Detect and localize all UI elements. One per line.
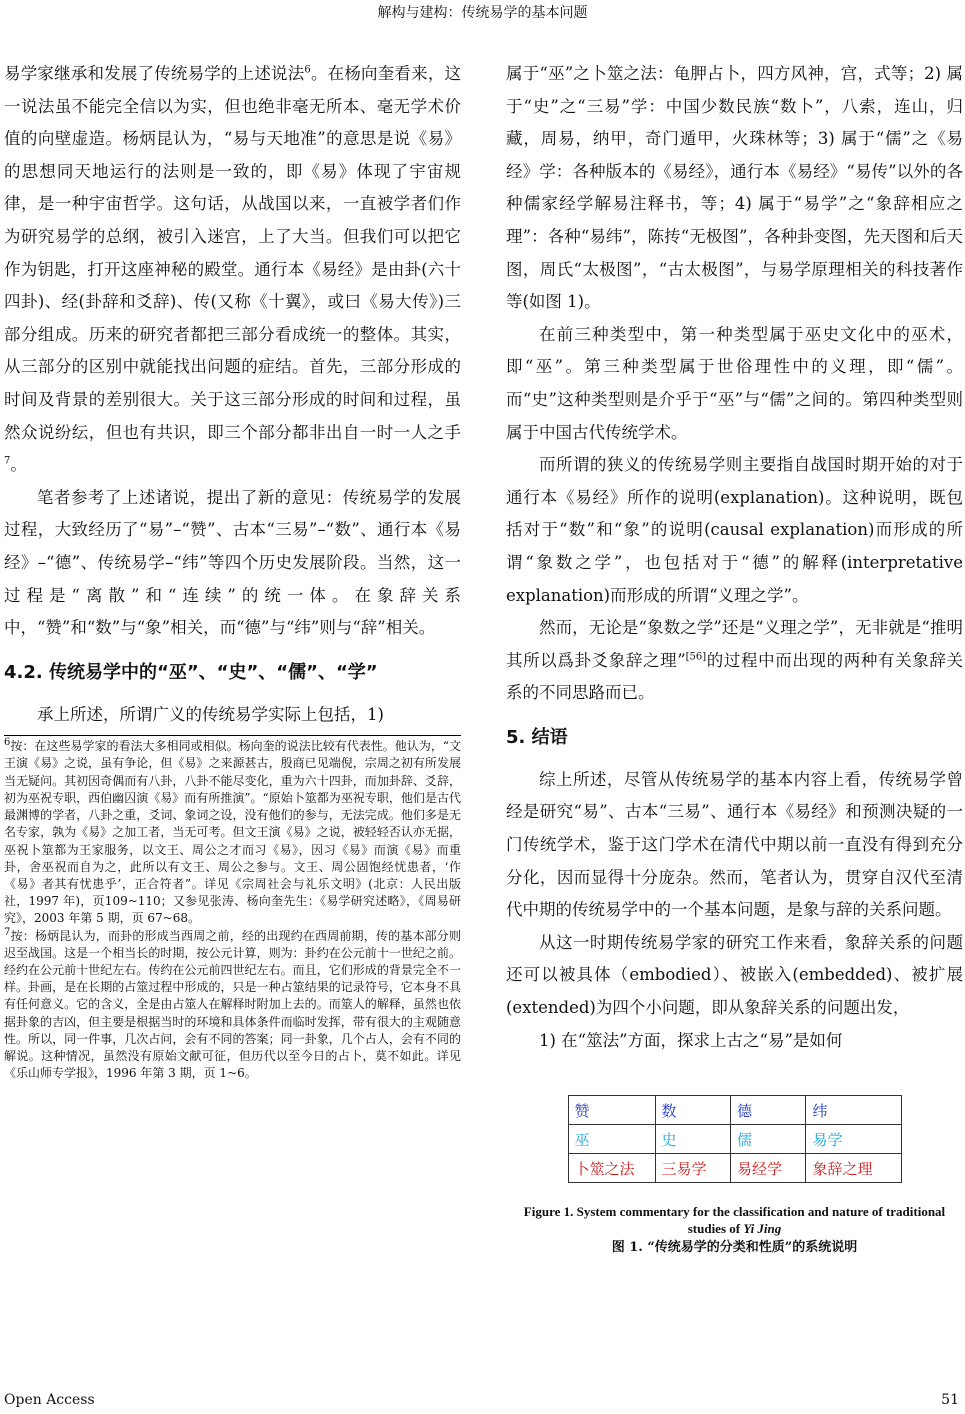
footer-publisher: Open Access bbox=[4, 1392, 95, 1408]
footnote-6: $^6$按：在这些易学家的看法大多相同或相似。杨向奎的说法比较有代表性。他认为，“文王演《易》之说，虽有争论，但《易》之来源甚古，殷商已见端倪，宗周之初有所发展当无疑问。其初因奇偶而有八卦，八卦不能尽变化，重为六十四卦，而加卦辞、爻辞，初为巫祝专职，西伯幽囚演《易》而有所推演”。“原始卜筮都为巫祝专职，他们是古代最渊博的学者，八卦之重，爻词、象词之设，没有他们的参与，无法完成。他们多是无名专家，孰为《易》之加工者，当无可考。但文王演《易》之说，被轻轻否认亦无据，巫祝卜筮都为王家服务，以文王、周公之才而习《易》，因习《易》而演《易》而重卦，舍巫祝而自为之，此所以有文王、周公之参与。文王、周公固饱经忧患者，‘作《易》者其有忧患乎’，正合符者”。详见《宗周社会与礼乐文明》(北京：人民出版社，1997 年)，页109~110；又参见张涛、杨向奎先生：《易学研究述略》，《周易研究》，2003 年第 5 期，页 67~68。 bbox=[4, 737, 461, 926]
table-cell: 数 bbox=[655, 1096, 730, 1125]
right-paragraph-2: 在前三种类型中，第一种类型属于巫史文化中的巫术，即“巫”。第三种类型属于世俗理性中的义理，即“儒”。而“史”这种类型则是介乎于“巫”与“儒”之间的。第四种类型则属于中国古代传统学术。 bbox=[506, 324, 963, 442]
table-cell: 易经学 bbox=[730, 1154, 805, 1183]
table-cell: 卜筮之法 bbox=[568, 1154, 655, 1183]
right-paragraph-3: 而所谓的狭义的传统易学则主要指自战国时期开始的对于通行本《易经》所作的说明(explanation)。这种说明，既包括对于“数”和“象”的说明(causal explanation)而形成的所谓“象数之学”，也包括对于“德”的解释(interpretative explanation)而形成的所谓“义理之学”。 bbox=[506, 455, 963, 605]
table-cell: 巫 bbox=[568, 1125, 655, 1154]
footnote-7: $^7$按：杨炳昆认为，而卦的形成当西周之前，经的出现约在西周前期，传的基本部分则迟至战国。这是一个相当长的时期，按公元计算，则为：卦约在公元前十一世纪之前。经约在公元前十世纪左右。传约在公元前四世纪左右。而且，它们形成的背景完全不一样。卦画，是在长期的占筮过程中形成的，只是一种占筮结果的记录符号，它本身不具有任何意义。它的含义，全是由占筮人在解释时附加上去的。而筮人的解释，虽然也依据卦象的吉凶，但主要是根据当时的环境和具体条件而临时发挥，带有很大的主观随意性。所以，同一件事，几次占问，会有不同的答案；同一卦象，几个占人，会有不同的解说。这种情况，虽然没有原始文献可征，但历代以至今日的占卜，莫不如此。详见《乐山师专学报》，1996 年第 3 期，页 1~6。 bbox=[4, 926, 461, 1081]
figure-1-table bbox=[568, 1095, 902, 1183]
table-cell: 三易学 bbox=[655, 1154, 730, 1183]
table-cell: 史 bbox=[655, 1125, 730, 1154]
right-paragraph-6: 从这一时期传统易学家的研究工作来看，象辞关系的问题还可以被具体（embodied）、被嵌入(embedded)、被扩展(extended)为四个小问题，即从象辞关系的问题出发， bbox=[506, 932, 963, 1018]
table-cell: 儒 bbox=[730, 1125, 805, 1154]
right-paragraph-7: 1) 在“筮法”方面，探求上古之“易”是如何 bbox=[539, 1030, 843, 1050]
table-cell: 赞 bbox=[568, 1096, 655, 1125]
right-paragraph-5: 综上所述，尽管从传统易学的基本内容上看，传统易学曾经是研究“易”、古本“三易”、通行本《易经》和预测决疑的一门传统学术，鉴于这门学术在清代中期以前一直没有得到充分分化，因而显得十分庞杂。然而，笔者认为，贯穿自汉代至清代中期的传统易学中的一个基本问题，是象与辞的关系问题。 bbox=[506, 769, 963, 920]
footnote-ref-6[interactable]: 6 bbox=[304, 64, 311, 76]
footnotes bbox=[4, 735, 461, 1082]
table-row bbox=[568, 1096, 901, 1125]
section-heading-5: 5. 结语 bbox=[506, 726, 568, 748]
section-heading-4-2: 4.2. 传统易学中的“巫”、“史”、“儒”、“学” bbox=[4, 661, 378, 683]
right-column bbox=[506, 58, 963, 1257]
left-paragraph-3: 承上所述，所谓广义的传统易学实际上包括，1) bbox=[37, 704, 384, 724]
left-paragraph-2: 笔者参考了上述诸说，提出了新的意见：传统易学的发展过程，大致经历了“易”–“赞”、古本“三易”–“数”、通行本《易经》–“德”、传统易学–“纬”等四个历史发展阶段。当然，这一过程是“离散”和“连续”的统一体。在象辞关系中，“赞”和“数”与“象”相关，而“德”与“纬”则与“辞”相关。 bbox=[4, 487, 461, 638]
running-head: 解构与建构：传统易学的基本问题 bbox=[377, 5, 588, 21]
figure-caption-zh: 图 1. “传统易学的分类和性质”的系统说明 bbox=[611, 1240, 858, 1256]
table-cell: 纬 bbox=[806, 1096, 901, 1125]
citation-ref-56[interactable]: [56] bbox=[685, 651, 707, 663]
right-paragraph-4: 然而，无论是“象数之学”还是“义理之学”，无非就是“推明其所以爲卦爻象辞之理”[56]的过程中而出现的两种有关象辞关系的不同思路而已。 bbox=[506, 618, 964, 703]
table-row bbox=[568, 1154, 901, 1183]
table-row bbox=[568, 1125, 901, 1154]
left-column bbox=[4, 58, 461, 1082]
figure-caption-en: Figure 1. System commentary for the classification and nature of traditional studies of Yi Jing bbox=[523, 1204, 946, 1237]
footnote-ref-7[interactable]: 7 bbox=[4, 455, 11, 467]
left-paragraph-1: 易学家继承和发展了传统易学的上述说法$^6$。在杨向奎看来，这一说法虽不能完全信以为实，但也绝非毫无所本、毫无学术价值的向壁虚造。杨炳昆认为，“易与天地准”的意思是说《易》的思想同天地运行的法则是一致的，即《易》体现了宇宙规律，是一种宇宙哲学。这句话，从战国以来，一直被学者们作为研究易学的总纲，被引入迷宫，上了大当。但我们可以把它作为钥匙，打开这座神秘的殿堂。通行本《易经》是由卦(六十四卦)、经(卦辞和爻辞)、传(又称《十翼》，或曰《易大传》)三部分组成。历来的研究者都把三部分看成统一的整体。其实，从三部分的区别中就能找出问题的症结。首先，三部分形成的时间及背景的差别很大。关于这三部分形成的时间和过程，虽然众说纷纭，但也有共识，即三个部分都非出自一时一人之手$^7$。 bbox=[4, 64, 462, 475]
table-cell: 易学 bbox=[806, 1125, 901, 1154]
table-cell: 象辞之理 bbox=[806, 1154, 901, 1183]
table-cell: 德 bbox=[730, 1096, 805, 1125]
right-paragraph-1: 属于“巫”之卜筮之法：龟胛占卜，四方风神，宫，式等；2) 属于“史”之“三易”学：中国少数民族“数卜”，八索，连山，归藏，周易，纳甲，奇门遁甲，火珠林等；3) 属于“儒”之《易经》学：各种版本的《易经》，通行本《易经》“易传”以外的各种儒家经学解易注释书，等；4) 属于“易学”之“象辞相应之理”：各种“易纬”，陈抟“无极图”，各种卦变图，先天图和后天图，周氏“太极图”，“古太极图”，与易学原理相关的科技著作等(如图 1)。 bbox=[506, 64, 963, 312]
page-number: 51 bbox=[941, 1392, 959, 1408]
